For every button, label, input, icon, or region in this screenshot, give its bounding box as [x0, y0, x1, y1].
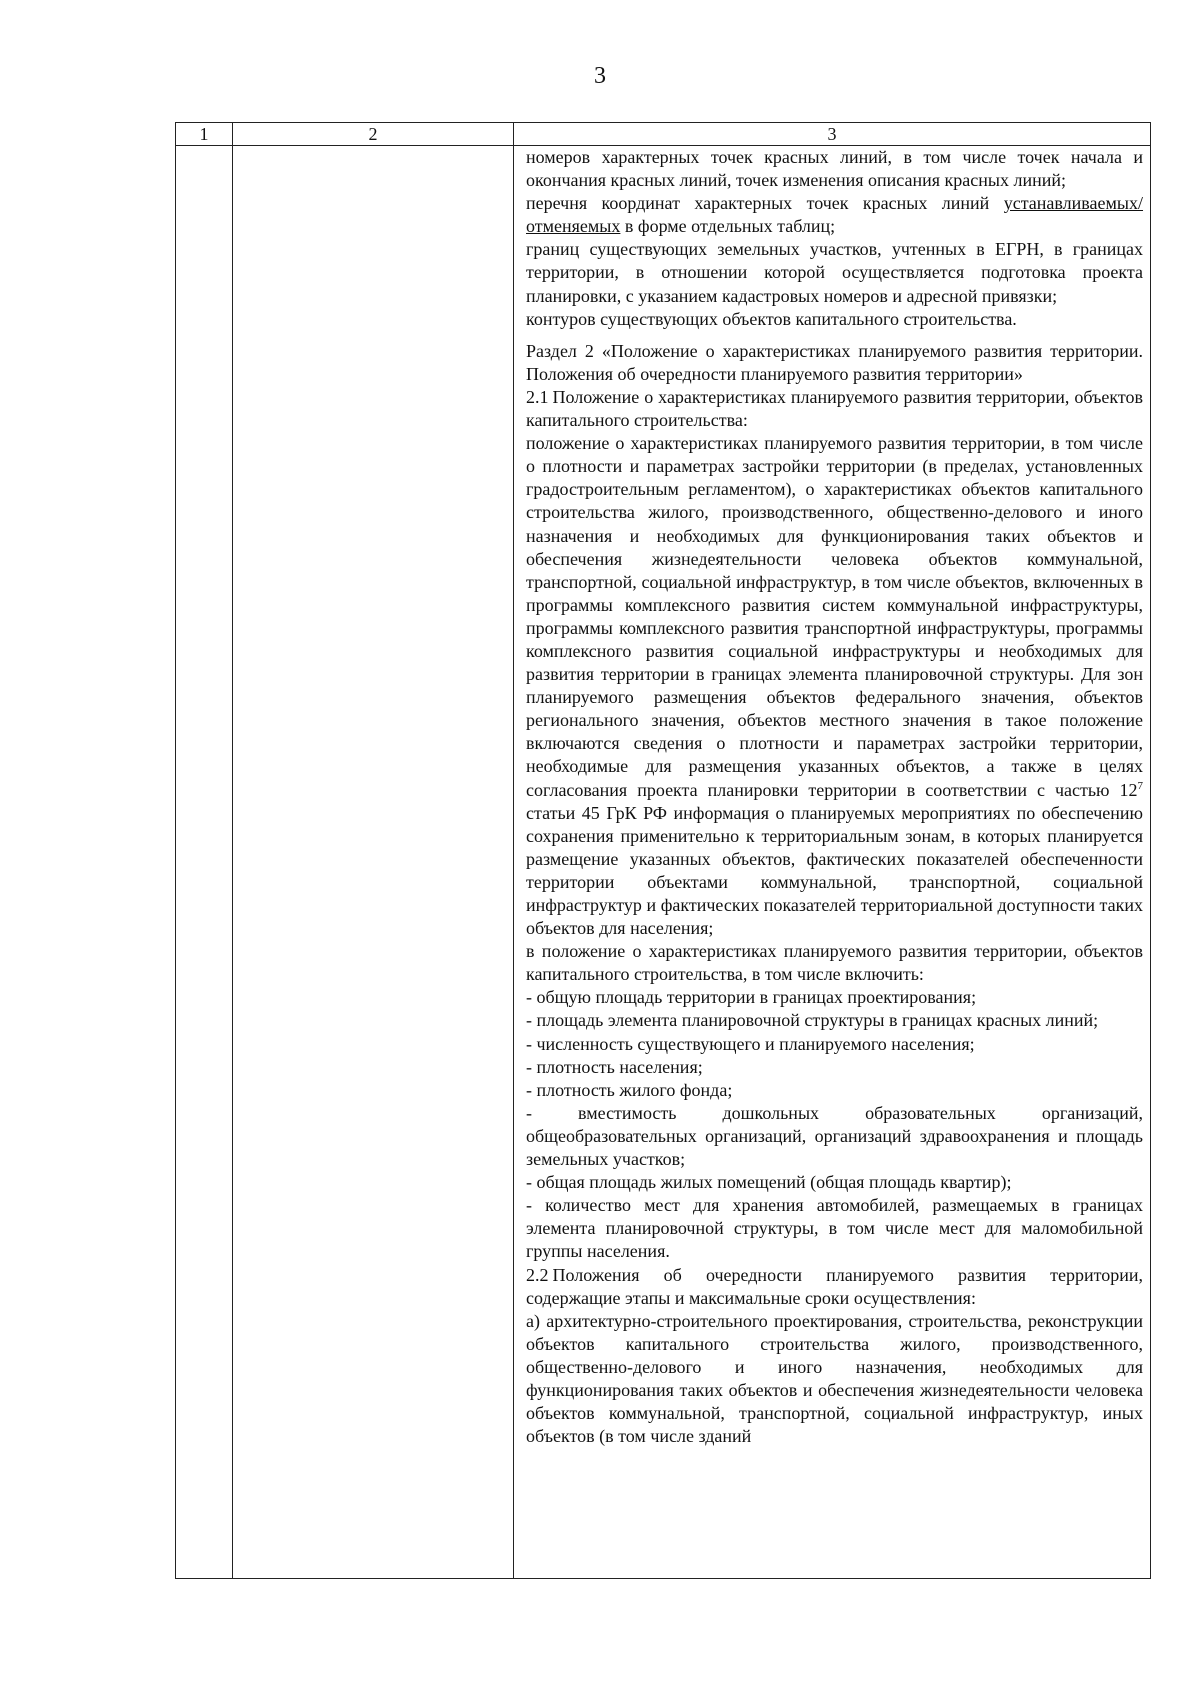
list-item: - численность существующего и планируемого населения; — [526, 1033, 975, 1054]
page-number: 3 — [594, 63, 606, 89]
subsection-number: 2.1 — [526, 386, 549, 407]
section-2-title: Раздел 2 «Положение о характеристиках планируемого развития территории. Положения об очередности планируемого развития территории» — [526, 340, 1143, 384]
subsection-title: Положение о характеристиках планируемого развития территории, объектов капитального строительства: — [526, 386, 1143, 431]
paragraph-red-line-points: номеров характерных точек красных линий, в том числе точек начала и окончания красных линий, точек изменения описания красных линий; — [526, 147, 1143, 191]
paragraph-development-characteristics — [526, 432, 1143, 940]
subsection-number: 2.2 — [526, 1264, 549, 1285]
list-item: - общую площадь территории в границах проектирования; — [526, 987, 977, 1008]
underlined-term: устанавливаемых/отменяемых — [526, 193, 1144, 237]
cell-column-2 — [233, 146, 514, 1579]
subsection-2-1-title — [526, 386, 1143, 432]
table-header-row — [176, 123, 1151, 146]
list-item: - количество мест для хранения автомобилей, размещаемых в границах элемента планировочной структуры, в том числе мест для маломобильной группы населения. — [526, 1195, 1143, 1262]
column-header-3: 3 — [514, 123, 1151, 146]
list-item: - общая площадь жилых помещений (общая площадь квартир); — [526, 1172, 1012, 1193]
paragraph-coordinates-list — [526, 192, 1143, 238]
list-item: - вместимость дошкольных образовательных организаций, общеобразовательных организаций, организаций здравоохранения и площадь земельных участков; — [526, 1102, 1143, 1170]
paragraph-include-list-intro: в положение о характеристиках планируемого развития территории, объектов капитального строительства, в том числе включить: — [526, 941, 1143, 985]
characteristics-text-end: статьи 45 ГрК РФ информация о планируемых мероприятиях по обеспечению сохранения применительно к территориальным зонам, в которых планируется размещение указанных объектов, фактических показателей обеспеченности территории объектами коммунальной, транспортной, социальной инфраструктур и фактических показателей территориальной доступности таких объектов для населения; — [526, 802, 1143, 939]
column-header-1: 1 — [176, 123, 233, 146]
list-item: - плотность жилого фонда; — [526, 1079, 733, 1100]
article-part-superscript: 7 — [1137, 779, 1143, 792]
document-table — [175, 122, 1151, 1579]
paragraph-building-contours: контуров существующих объектов капитального строительства. — [526, 308, 1017, 329]
table-row — [176, 146, 1151, 1579]
characteristics-text: положение о характеристиках планируемого развития территории, в том числе о плотности и параметрах застройки территории (в пределах, установленных градостроительным регламентом), о характеристиках объектов капитального строительства жилого, производственного, общественно-делового и иного назначения и необходимых для функционирования таких объектов и обеспечения жизнедеятельности человека объектов коммунальной, транспортной, социальной инфраструктур, в том числе объектов, включенных в программы комплексного развития систем коммунальной инфраструктуры, программы комплексного развития транспортной инфраструктуры, программы комплексного развития социальной инфраструктуры и необходимых для развития территории в границах элемента планировочной структуры. Для зон планируемого размещения объектов федерального значения, объектов регионального значения, объектов местного значения в такое положение включаются сведения о плотности и параметрах застройки территории, необходимые для размещения указанных объектов, а также в целях согласования проекта планировки территории в соответствии с частью — [526, 433, 1143, 800]
list-item: - площадь элемента планировочной структуры в границах красных линий; — [526, 1010, 1099, 1031]
paragraph-land-plots: границ существующих земельных участков, учтенных в ЕГРН, в границах территории, в отношении которой осуществляется подготовка проекта планировки, с указанием кадастровых номеров и адресной привязки; — [526, 239, 1143, 306]
coordinates-text-end: в форме отдельных таблиц; — [624, 216, 836, 237]
column-header-2: 2 — [233, 123, 514, 146]
subsection-title: Положения об очередности планируемого развития территории, содержащие этапы и максимальные сроки осуществления: — [526, 1264, 1143, 1308]
coordinates-text: перечня координат характерных точек красных линий — [526, 193, 990, 214]
article-part-number: 12 — [1119, 779, 1138, 800]
cell-column-1 — [176, 146, 233, 1579]
list-item: - плотность населения; — [526, 1056, 703, 1077]
requirements-text — [514, 146, 1150, 1448]
paragraph-design-stages: а) архитектурно-строительного проектирования, строительства, реконструкции объектов капитального строительства жилого, производственного, общественно-делового и иного назначения, необходимых для функционирования таких объектов и обеспечения жизнедеятельности человека объектов коммунальной, транспортной, социальной инфраструктур, иных объектов (в том числе зданий — [526, 1310, 1143, 1447]
subsection-2-2-title — [526, 1264, 1143, 1310]
cell-column-3 — [514, 146, 1151, 1579]
